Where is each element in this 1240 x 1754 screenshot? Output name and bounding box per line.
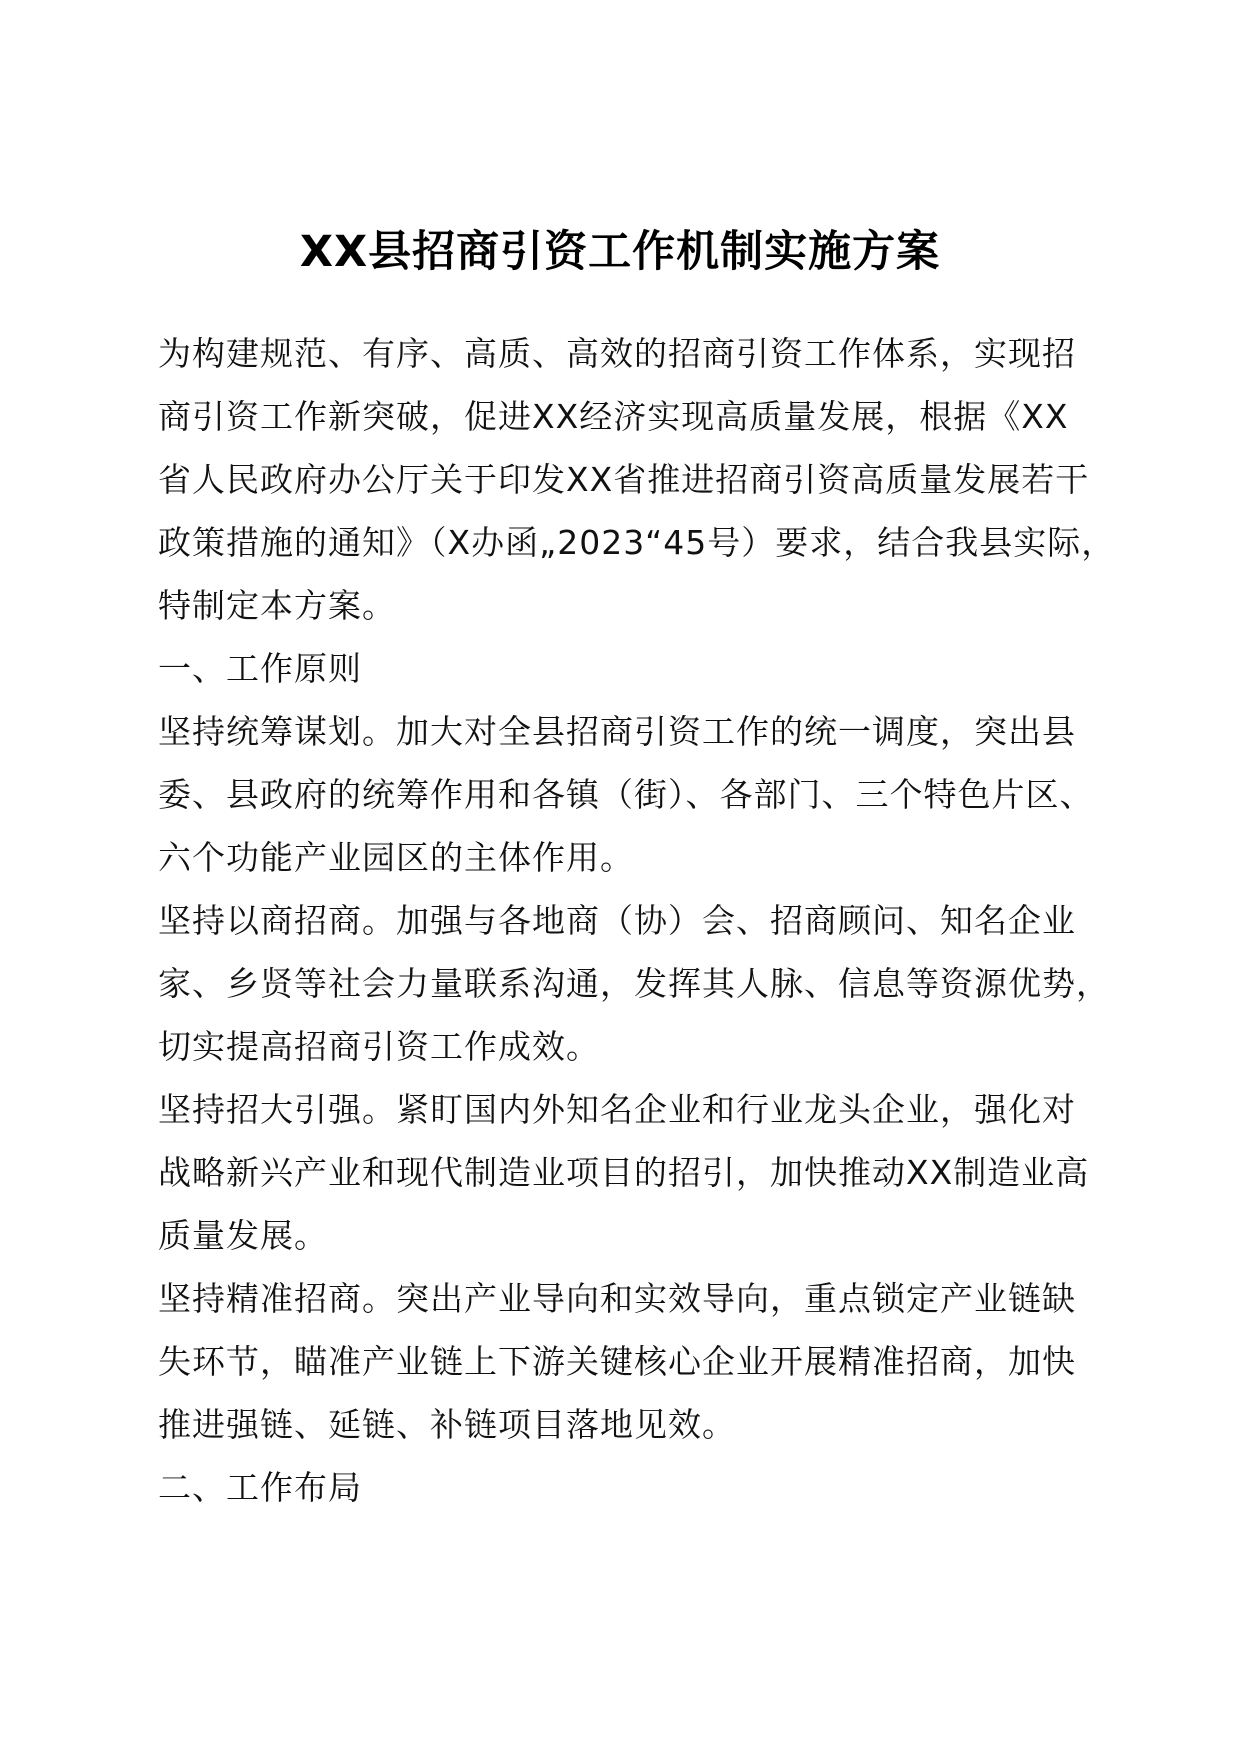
principle-1-line-2: 委、县政府的统筹作用和各镇（街）、各部门、三个特色片区、: [158, 775, 1094, 814]
principle-3-line-3: 质量发展。: [158, 1216, 328, 1255]
principle-1-line-3: 六个功能产业园区的主体作用。: [158, 838, 634, 877]
principle-4-line-1: 坚持精准招商。突出产业导向和实效导向，重点锁定产业链缺: [158, 1279, 1076, 1318]
section-heading-principles: 一、工作原则: [158, 649, 362, 688]
intro-line-4: 政策措施的通知》（X办函„2023“45号）要求，结合我县实际，: [158, 523, 1116, 562]
principle-2-line-3: 切实提高招商引资工作成效。: [158, 1027, 600, 1066]
intro-line-3: 省人民政府办公厅关于印发XX省推进招商引资高质量发展若干: [158, 460, 1090, 499]
principle-4-line-2: 失环节，瞄准产业链上下游关键核心企业开展精准招商，加快: [158, 1342, 1076, 1381]
principle-3-line-1: 坚持招大引强。紧盯国内外知名企业和行业龙头企业，强化对: [158, 1090, 1076, 1129]
intro-line-1: 为构建规范、有序、高质、高效的招商引资工作体系，实现招: [158, 334, 1076, 373]
document-body: [158, 322, 1116, 1519]
principle-2-line-1: 坚持以商招商。加强与各地商（协）会、招商顾问、知名企业: [158, 901, 1076, 940]
section-heading-layout: 二、工作布局: [158, 1468, 362, 1507]
intro-line-2: 商引资工作新突破，促进XX经济实现高质量发展，根据《XX: [158, 397, 1069, 436]
document-title: XX县招商引资工作机制实施方案: [299, 227, 941, 277]
principle-2-line-2: 家、乡贤等社会力量联系沟通，发挥其人脉、信息等资源优势，: [158, 964, 1110, 1003]
principle-3-line-2: 战略新兴产业和现代制造业项目的招引，加快推动XX制造业高: [158, 1153, 1090, 1192]
principle-4-line-3: 推进强链、延链、补链项目落地见效。: [158, 1405, 736, 1444]
principle-1-line-1: 坚持统筹谋划。加大对全县招商引资工作的统一调度，突出县: [158, 712, 1076, 751]
intro-line-5: 特制定本方案。: [158, 586, 396, 625]
